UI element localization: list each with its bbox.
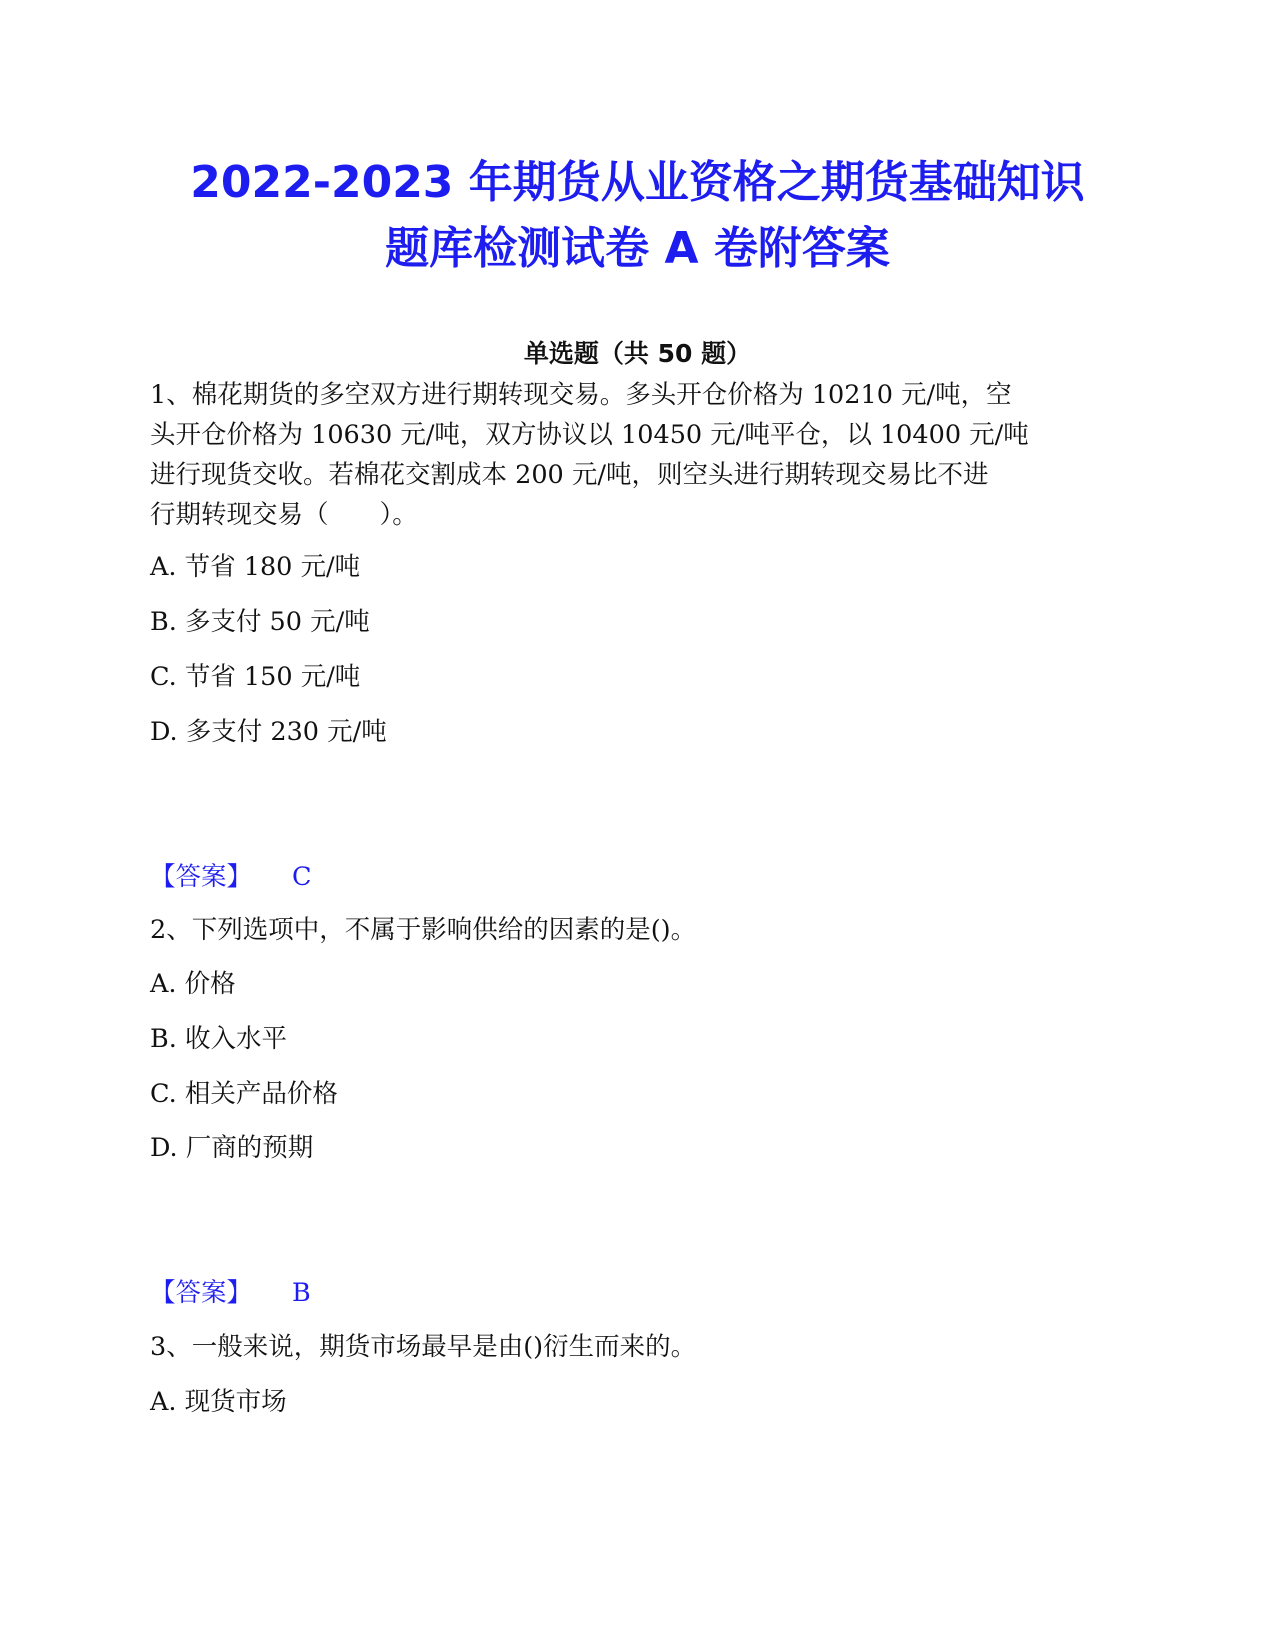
- question-2-option-a: A. 价格: [150, 969, 236, 999]
- answer-label: 【答案】: [150, 1278, 253, 1308]
- answer-label: 【答案】: [150, 862, 253, 892]
- question-2-stem: 2、下列选项中，不属于影响供给的因素的是()。: [150, 915, 697, 945]
- question-1-stem: [150, 375, 1110, 535]
- question-1-stem-line: 1、棉花期货的多空双方进行期转现交易。多头开仓价格为 10210 元/吨，空: [150, 380, 1012, 410]
- title-line-1: 2022-2023 年期货从业资格之期货基础知识: [190, 157, 1085, 208]
- question-2-option-b: B. 收入水平: [150, 1024, 287, 1054]
- section-heading: 单选题（共 50 题）: [523, 339, 752, 368]
- question-1-answer: [150, 860, 312, 894]
- question-1-stem-line: 行期转现交易（ ）。: [150, 500, 418, 530]
- question-1-option-a: A. 节省 180 元/吨: [150, 552, 361, 582]
- title-line-2: 题库检测试卷 A 卷附答案: [385, 223, 890, 274]
- question-2-option-c: C. 相关产品价格: [150, 1079, 338, 1109]
- question-1-stem-line: 头开仓价格为 10630 元/吨，双方协议以 10450 元/吨平仓，以 10400 元/吨: [150, 420, 1029, 450]
- question-2-answer: [150, 1276, 311, 1310]
- question-1-stem-line: 进行现货交收。若棉花交割成本 200 元/吨，则空头进行期转现交易比不进: [150, 460, 989, 490]
- question-1-option-c: C. 节省 150 元/吨: [150, 662, 361, 692]
- question-3-stem: 3、一般来说，期货市场最早是由()衍生而来的。: [150, 1332, 697, 1362]
- question-1-option-d: D. 多支付 230 元/吨: [150, 717, 387, 747]
- question-2-option-d: D. 厂商的预期: [150, 1133, 314, 1163]
- question-3-option-a: A. 现货市场: [150, 1387, 287, 1417]
- document-title: [120, 150, 1155, 282]
- question-1-option-b: B. 多支付 50 元/吨: [150, 607, 370, 637]
- answer-value: C: [292, 862, 312, 892]
- answer-value: B: [292, 1278, 311, 1308]
